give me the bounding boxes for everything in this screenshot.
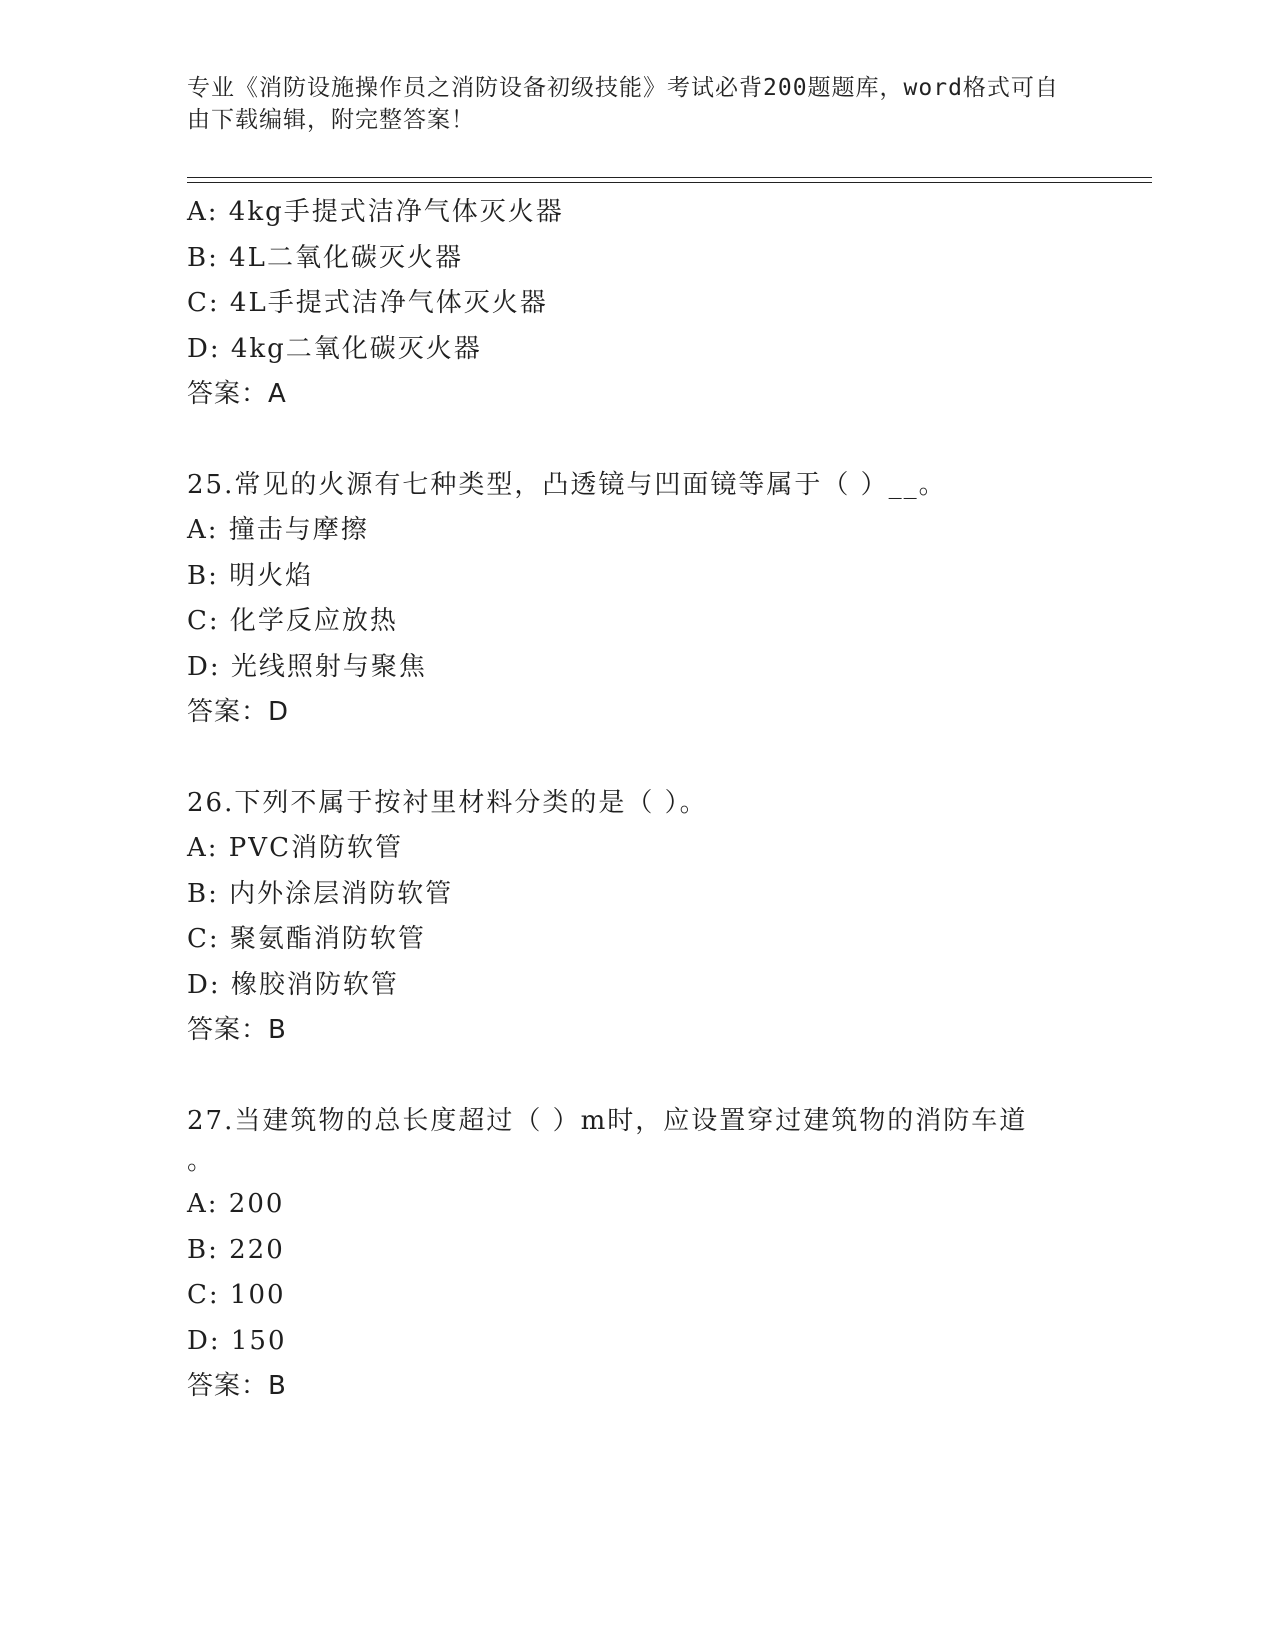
header-divider-bottom [187, 182, 1152, 183]
option-d: D: 150 [187, 1325, 287, 1356]
question-stem: 25.常见的火源有七种类型，凸透镜与凹面镜等属于（ ）__。 [187, 469, 947, 500]
option-c: C: 聚氨酯消防软管 [187, 924, 426, 954]
option-a: A: 4kg手提式洁净气体灭火器 [187, 197, 564, 227]
option-c: C: 4L手提式洁净气体灭火器 [187, 288, 548, 318]
option-a: A: 撞击与摩擦 [187, 515, 369, 545]
spacer [187, 1054, 1087, 1099]
option-a: A: PVC消防软管 [187, 833, 403, 863]
question-list [187, 190, 1087, 1410]
header-divider-top [187, 177, 1152, 178]
question-block-25 [187, 463, 1087, 736]
option-b: B: 明火焰 [187, 560, 314, 591]
question-stem: 26.下列不属于按衬里材料分类的是（ ）。 [187, 787, 708, 818]
question-stem-tail: 。 [187, 1146, 216, 1176]
spacer [187, 736, 1087, 781]
answer-line: 答案：B [187, 1015, 287, 1045]
question-block-26 [187, 781, 1087, 1054]
option-b: B: 4L二氧化碳灭火器 [187, 242, 463, 273]
option-c: C: 化学反应放热 [187, 606, 398, 636]
question-block-24 [187, 190, 1087, 418]
question-block-27 [187, 1099, 1087, 1410]
option-a: A: 200 [187, 1189, 285, 1219]
question-stem: 27.当建筑物的总长度超过（ ）m时，应设置穿过建筑物的消防车道 [187, 1105, 1028, 1136]
answer-line: 答案：B [187, 1371, 287, 1401]
option-d: D: 光线照射与聚焦 [187, 651, 427, 682]
spacer [187, 418, 1087, 463]
document-header: 专业《消防设施操作员之消防设备初级技能》考试必背200题题库，word格式可自由下载编辑，附完整答案！ [187, 75, 1059, 133]
option-d: D: 4kg二氧化碳灭火器 [187, 333, 482, 364]
option-b: B: 220 [187, 1234, 285, 1265]
option-c: C: 100 [187, 1280, 286, 1310]
option-d: D: 橡胶消防软管 [187, 969, 399, 1000]
answer-line: 答案：D [187, 697, 290, 727]
answer-line: 答案：A [187, 379, 287, 409]
option-b: B: 内外涂层消防软管 [187, 878, 454, 909]
